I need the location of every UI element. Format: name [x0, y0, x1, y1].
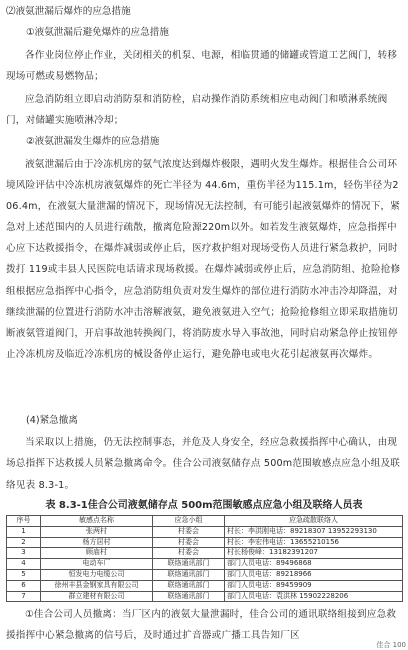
- cell-index: 4: [7, 559, 41, 570]
- item1-paragraph-1: 各作业岗位停止作业，关闭相关的机泵、电源，相临贯通的储罐或管道工艺阀门，转移现场可燃或易燃物品；: [6, 50, 398, 83]
- contact-table: [6, 515, 403, 602]
- table-row: [7, 526, 403, 537]
- cell-index: 6: [7, 580, 41, 591]
- cell-index: 2: [7, 537, 41, 548]
- item1-heading: ①液氨泄漏后避免爆炸的应急措施: [26, 27, 169, 38]
- cell-contact: 村长杨俊峰：13182391207: [225, 548, 403, 559]
- cell-group: 联络通讯部门: [153, 559, 225, 570]
- cell-contact: 部门人员电话：袁洪林 15902228206: [225, 591, 403, 602]
- section4-heading: (4)紧急撤离: [26, 415, 78, 426]
- item2-paragraph: 液氨泄漏后由于冷冻机房的氨气浓度达到爆炸极限，遇明火发生爆炸。根据佳合公司环境风险评估中冷冻机房液氨爆炸的死亡半径为 44.6m，重伤半径为115.1m，轻伤半径为206.4m，在液氨大量泄漏的情况下，现场情况无法控制，有可能引起液氨爆炸的情况下，紧急对上述范围内的人员进行疏散，撤离危险源220m以外。如若发生液氨爆炸，应急指挥中心应下达救援指令，在爆炸减弱或停止后，医疗救护组对现场受伤人员进行紧急救护，同时拨打 119或丰县人民医院电话请求现场救援。在爆炸减弱或停止后，应急消防组、抢险抢修组根据应急指挥中心指令，应急消防组负责对发生爆炸的部位进行消防水冲击冷却降温，对继续泄漏的位置进行消防水冲击溶解液氨，避免液氨进入空气；抢险抢修组立即采取措施切断液氨管道阀门，开启事故池转换阀门，将消防废水导入事故池，同时启动紧急停止按钮停止冷冻机房及临近冷冻机房的械设备停止运行，避免静电或电火花引起液氨再次爆炸。: [6, 159, 401, 360]
- cell-index: 1: [7, 526, 41, 537]
- cell-index: 3: [7, 548, 41, 559]
- cell-name: 电动车厂: [41, 559, 153, 570]
- cell-name: 杨方居村: [41, 537, 153, 548]
- evacuation-paragraph: ①佳合公司人员撤离：当厂区内的液氨大量泄漏时，佳合公司的通讯联络组接到应急救援指挥中心紧急撤离的信号后，及时通过扩音器或广播工具告知厂区: [6, 609, 397, 642]
- table-row: [7, 548, 403, 559]
- table-row: [7, 537, 403, 548]
- cell-group: 村委会: [153, 548, 225, 559]
- page-footer-mark: 佳合 100: [376, 641, 406, 649]
- cell-contact: 村长：李洪刚电话：89218307 13952293130: [225, 526, 403, 537]
- cell-contact: 部门人员电话：89496868: [225, 559, 403, 570]
- cell-contact: 部门人员电话：89459909: [225, 580, 403, 591]
- table-row: [7, 569, 403, 580]
- cell-index: 5: [7, 569, 41, 580]
- cell-name: 群立建材有限公司: [41, 591, 153, 602]
- table-row: [7, 559, 403, 570]
- cell-group: 村委会: [153, 526, 225, 537]
- table-header-row: [7, 516, 403, 527]
- header-cell-index: 序号: [7, 516, 41, 527]
- table-row: [7, 580, 403, 591]
- header-cell-group: 应急小组: [153, 516, 225, 527]
- table-caption: 表 8.3-1佳合公司液氨储存点 500m范围敏感点应急小组及联络人员表: [45, 500, 363, 511]
- cell-group: 联络通讯部门: [153, 591, 225, 602]
- cell-group: 联络通讯部门: [153, 569, 225, 580]
- cell-group: 村委会: [153, 537, 225, 548]
- section-heading-explosion: ⑵液氨泄漏后爆炸的应急措施: [6, 6, 131, 17]
- table-row: [7, 591, 403, 602]
- section4-paragraph: 当采取以上措施，仍无法控制事态，并危及人身安全，经应急救援指挥中心确认，由现场总指挥下达救援人员紧急撤离命令。佳合公司液氨储存点 500m范围敏感点应急小组及联络见表 8.3-1。: [6, 437, 401, 491]
- item1-paragraph-2: 应急消防组立即启动消防泵和消防栓，启动操作消防系统相应电动阀门和喷淋系统阀门，对储罐实施喷淋冷却；: [6, 94, 388, 127]
- item2-heading: ②液氨泄漏发生爆炸的应急措施: [26, 136, 160, 147]
- cell-index: 7: [7, 591, 41, 602]
- cell-contact: 部门人员电话：89218966: [225, 569, 403, 580]
- cell-name: 顾庙村: [41, 548, 153, 559]
- cell-group: 联络通讯部门: [153, 580, 225, 591]
- cell-name: 恒发电力电缆公司: [41, 569, 153, 580]
- cell-name: 徐州丰县金钢家具有限公司: [41, 580, 153, 591]
- header-cell-name: 敏感点名称: [41, 516, 153, 527]
- header-cell-contact: 应急疏散联络人: [225, 516, 403, 527]
- cell-contact: 村长：李宏伟电话：13655210156: [225, 537, 403, 548]
- cell-name: 张两村: [41, 526, 153, 537]
